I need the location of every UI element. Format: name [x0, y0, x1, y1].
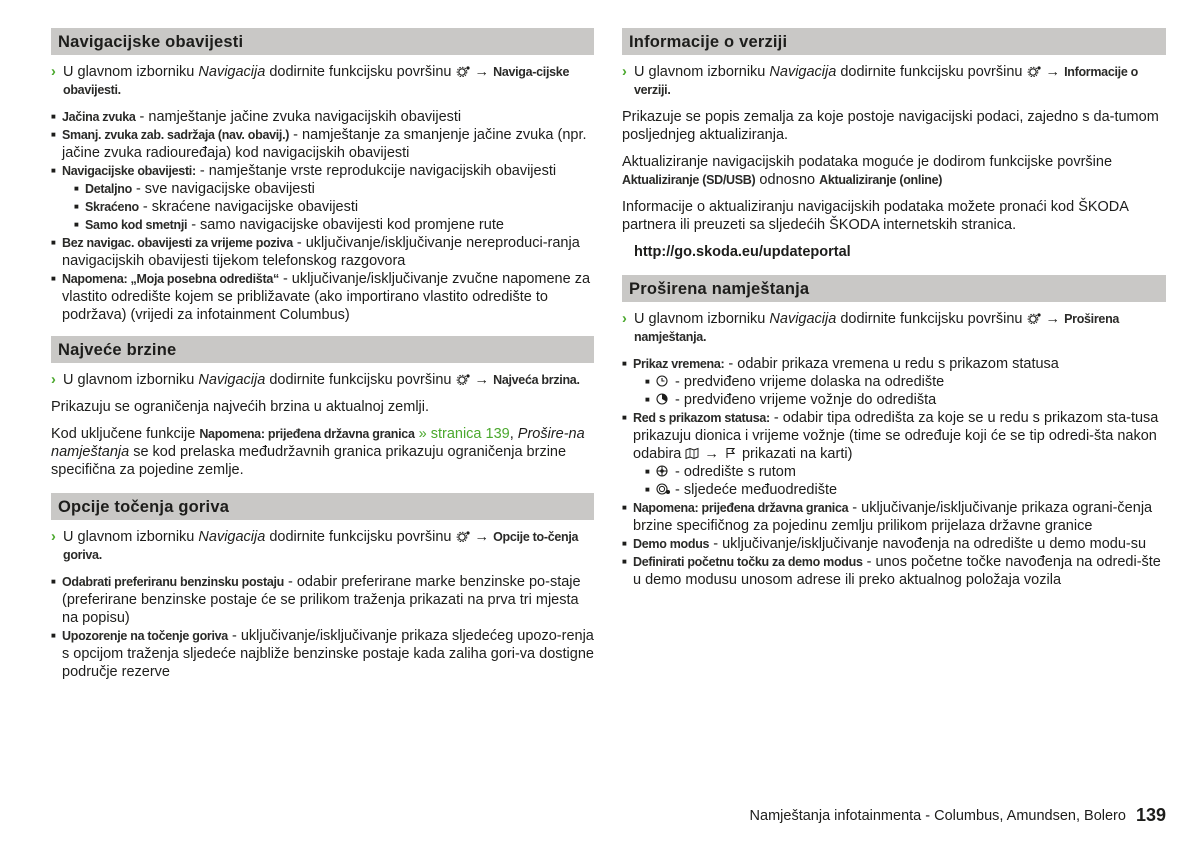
settings-gear-icon	[1027, 65, 1042, 77]
footer-chapter-title: Namještanja infotainmenta - Columbus, Amundsen, Bolero	[749, 808, 1126, 824]
sub-list-item: ■ Samo kod smetnji - samo navigacijske obavijesti kod promjene rute	[74, 216, 594, 234]
sub-list-item: ■ - predviđeno vrijeme dolaska na odredište	[645, 373, 1166, 391]
left-column	[51, 28, 594, 690]
settings-gear-icon	[1027, 312, 1042, 324]
section-title-navigation-notices: Navigacijske obavijesti	[51, 28, 594, 55]
nav-instruction: › U glavnom izborniku Navigacija dodirnite funkcijsku površinu → Opcije to-čenja goriva.	[51, 529, 579, 562]
settings-list	[622, 355, 1166, 589]
clock-arrival-icon	[656, 375, 671, 387]
list-item: ■ Napomena: prijeđena državna granica - uključivanje/isključivanje prikaza ograni-čenja brzine specifičnog za pojedinu zemlju prilikom prijelaza državne granice	[622, 499, 1166, 535]
section-title-advanced-settings: Proširena namještanja	[622, 275, 1166, 302]
update-portal-url[interactable]: http://go.skoda.eu/updateportal	[634, 244, 851, 260]
nav-instruction: › U glavnom izborniku Navigacija dodirnite funkcijsku površinu → Informacije o verziji.	[622, 64, 1138, 97]
section-title-version-info: Informacije o verziji	[622, 28, 1166, 55]
list-item: ■ Prikaz vremena: - odabir prikaza vremena u redu s prikazom statusa ■ - predviđeno vrijeme dolaska na odredište ■ - predviđeno vrijeme vožnje do odredišta	[622, 355, 1166, 409]
sub-list	[645, 463, 1166, 499]
page-reference-link[interactable]: » stranica 139	[414, 426, 510, 442]
sub-list	[645, 373, 1166, 409]
paragraph: Kod uključene funkcije Napomena: prijeđena državna granica » stranica 139, Prošire-na namještanja se kod prelaska međudržavnih granica prikazuju ograničenja brzine specifična za pojedine zemlje.	[51, 426, 585, 478]
paragraph: Prikazuju se ograničenja najvećih brzina u aktualnoj zemlji.	[51, 399, 430, 415]
list-item: ■ Jačina zvuka - namještanje jačine zvuka navigacijskih obavijesti	[51, 108, 594, 126]
settings-list	[51, 573, 594, 681]
list-item: ■ Red s prikazom statusa: - odabir tipa odredišta za koje se u redu s prikazom sta-tusa prikazuju dionica i vrijeme vožnje (time se određuje koji će se tip odredi-šta nakon odabira → prikazati na karti) ■ - odredište s rutom ■ - sljedeće međuodredište	[622, 409, 1166, 499]
list-item: ■ Napomena: „Moja posebna odredišta“ - uključivanje/isključivanje zvučne napomene za vlastito odredište kojem se približavate (ako importirano vlastito odredište to podržava) (vrijedi za infotainment Columbus)	[51, 270, 594, 324]
paragraph: Aktualiziranje navigacijskih podataka moguće je dodirom funkcijske površine Aktualiziranje (SD/USB) odnosno Aktualiziranje (online)	[622, 154, 1113, 188]
list-item: ■ Navigacijske obavijesti: - namještanje vrste reprodukcije navigacijskih obavijesti ■ Detaljno - sve navigacijske obavijesti ■ Skraćeno - skraćene navigacijske obavijesti ■ Samo kod smetnji - samo navigacijske obavijesti kod promjene rute	[51, 162, 594, 234]
list-item: ■ Bez navigac. obavijesti za vrijeme poziva - uključivanje/isključivanje nereproduci-ranja navigacijskih obavijesti tijekom telefonskog razgovora	[51, 234, 594, 270]
chevron-right-icon: ›	[622, 64, 627, 80]
chevron-right-icon: ›	[51, 64, 56, 80]
sub-list-item: ■ - odredište s rutom	[645, 463, 1166, 481]
timer-icon	[656, 393, 671, 405]
paragraph: Prikazuje se popis zemalja za koje postoje navigacijski podaci, zajedno s da-tumom posljednjeg aktualiziranja.	[622, 109, 1159, 143]
sub-list-item: ■ Detaljno - sve navigacijske obavijesti	[74, 180, 594, 198]
sub-list-item: ■ Skraćeno - skraćene navigacijske obavijesti	[74, 198, 594, 216]
chevron-right-icon: ›	[51, 529, 56, 545]
settings-gear-icon	[456, 373, 471, 385]
page-number: 139	[1135, 805, 1166, 825]
list-item: ■ Odabrati preferiranu benzinsku postaju - odabir preferirane marke benzinske po-staje (preferirane benzinske postaje će se prilikom traženja prikazati na prva tri mjesta na popisu)	[51, 573, 594, 627]
chevron-right-icon: ›	[51, 372, 56, 388]
sub-list-item: ■ - predviđeno vrijeme vožnje do odredišta	[645, 391, 1166, 409]
paragraph: Informacije o aktualiziranju navigacijskih podataka možete pronaći kod ŠKODA partnera ili preuzeti sa sljedećih ŠKODA internetskih stranica.	[622, 199, 1129, 233]
right-column	[622, 28, 1166, 598]
page-footer	[750, 804, 1166, 827]
flag-icon	[723, 447, 738, 459]
sub-list	[74, 180, 594, 234]
waypoint-icon	[656, 483, 671, 495]
map-icon	[685, 447, 700, 459]
settings-gear-icon	[456, 65, 471, 77]
section-title-speed-limits: Najveće brzine	[51, 336, 594, 363]
list-item: ■ Demo modus - uključivanje/isključivanje navođenja na odredište u demo modu-su	[622, 535, 1166, 553]
nav-instruction: › U glavnom izborniku Navigacija dodirnite funkcijsku površinu → Naviga-cijske obavijesti.	[51, 64, 570, 97]
list-item: ■ Smanj. zvuka zab. sadržaja (nav. obavij.) - namještanje za smanjenje jačine zvuka (npr. jačine zvuka radiouređaja) kod navigacijskih obavijesti	[51, 126, 594, 162]
settings-gear-icon	[456, 530, 471, 542]
nav-instruction: › U glavnom izborniku Navigacija dodirnite funkcijsku površinu → Najveća brzina.	[51, 372, 580, 388]
sub-list-item: ■ - sljedeće međuodredište	[645, 481, 1166, 499]
chevron-right-icon: ›	[622, 311, 627, 327]
list-item: ■ Upozorenje na točenje goriva - uključivanje/isključivanje prikaza sljedećeg upozo-renja s opcijom traženja sljedeće najbliže benzinske postaje kada zaliha gori-va dostigne područje rezerve	[51, 627, 594, 681]
section-title-fuel-options: Opcije točenja goriva	[51, 493, 594, 520]
destination-icon	[656, 465, 671, 477]
settings-list	[51, 108, 594, 324]
nav-instruction: › U glavnom izborniku Navigacija dodirnite funkcijsku površinu → Proširena namještanja.	[622, 311, 1120, 344]
list-item: ■ Definirati početnu točku za demo modus - unos početne točke navođenja na odredi-šte u demo modusu unosom adrese ili preko aktualnog položaja vozila	[622, 553, 1166, 589]
